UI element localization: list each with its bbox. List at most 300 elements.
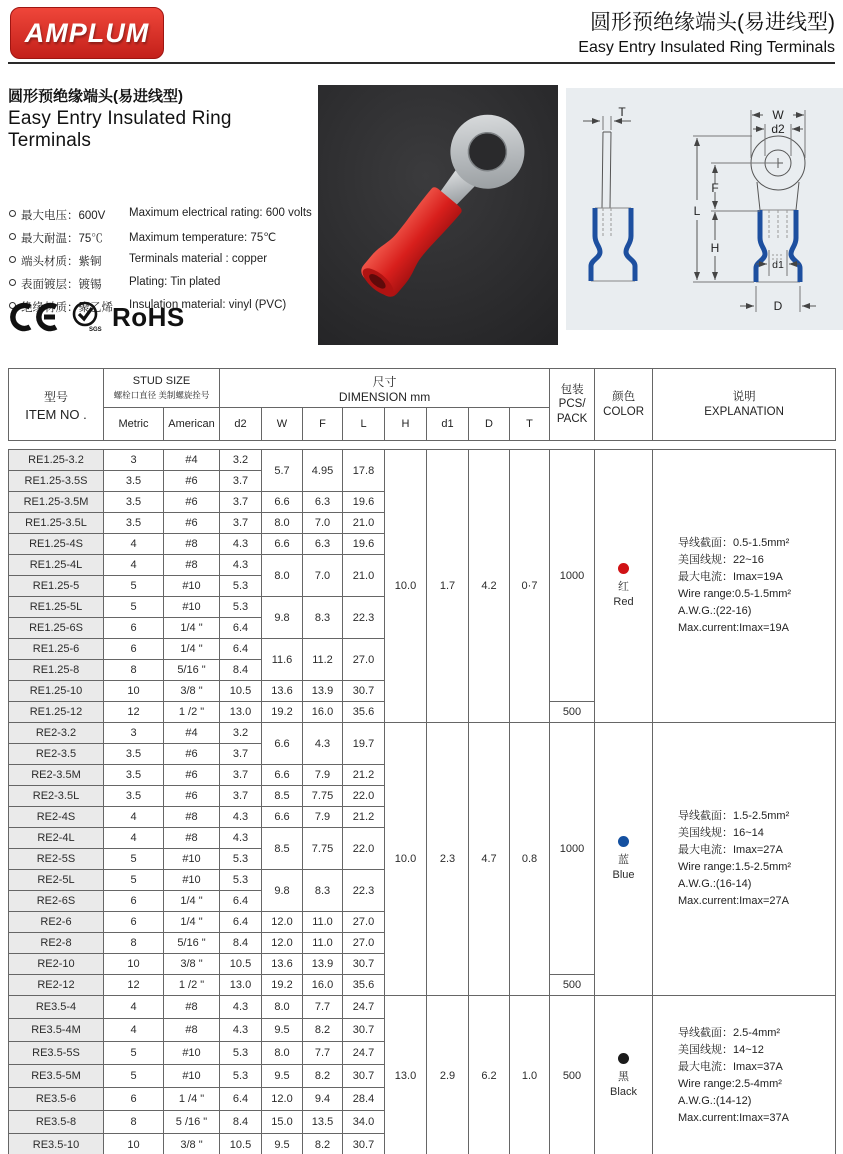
w-cell: 19.2	[262, 702, 303, 723]
american-cell: #10	[164, 576, 220, 597]
item-no-cell: RE2-3.5M	[9, 765, 104, 786]
explanation-en-label: EXPLANATION	[704, 405, 784, 418]
metric-cell: 5	[104, 1042, 164, 1065]
d2-cell: 5.3	[220, 576, 262, 597]
l-cell: 35.6	[343, 975, 385, 996]
blue-dot-icon	[618, 836, 629, 847]
color-name-en: Black	[610, 1085, 637, 1098]
col-header-item	[9, 369, 104, 441]
item-no-cell: RE3.5-4M	[9, 1019, 104, 1042]
explanation-line: 最大电流：Imax=37A	[678, 1060, 783, 1073]
metric-cell: 8	[104, 660, 164, 681]
sgs-mark-icon	[70, 300, 102, 334]
l-cell: 21.2	[343, 765, 385, 786]
metric-cell: 5	[104, 849, 164, 870]
w-cell: 8.0	[262, 555, 303, 597]
d2-cell: 5.3	[220, 849, 262, 870]
l-cell: 24.7	[343, 996, 385, 1019]
item-no-cell: RE3.5-6	[9, 1088, 104, 1111]
metric-cell: 5	[104, 1065, 164, 1088]
explanation-line: 美国线规：22~16	[678, 553, 764, 566]
explanation-line: 导线截面：1.5-2.5mm²	[678, 809, 790, 822]
american-cell: #8	[164, 534, 220, 555]
d2-cell: 6.4	[220, 912, 262, 933]
d2-cell: 10.5	[220, 954, 262, 975]
l-cell: 21.0	[343, 513, 385, 534]
american-cell: #6	[164, 513, 220, 534]
f-cell: 6.3	[303, 534, 343, 555]
d2-cell: 6.4	[220, 618, 262, 639]
item-no-cell: RE1.25-5	[9, 576, 104, 597]
col-header-d: D	[469, 408, 510, 441]
w-cell: 5.7	[262, 450, 303, 492]
f-cell: 16.0	[303, 975, 343, 996]
item-no-cell: RE3.5-5S	[9, 1042, 104, 1065]
stud-size-zh: 螺栓口直径 美制螺旋拴号	[113, 390, 210, 400]
d1-cell: 2.9	[427, 996, 469, 1154]
product-info-panel	[8, 85, 314, 345]
product-title-zh: 圆形预绝缘端头(易进线型)	[8, 88, 183, 105]
color-name-zh: 蓝	[618, 854, 629, 867]
d2-cell: 5.3	[220, 597, 262, 618]
metric-cell: 3.5	[104, 492, 164, 513]
color-name-zh: 红	[618, 581, 629, 594]
color-cell	[595, 996, 653, 1154]
col-header-metric: Metric	[104, 408, 164, 441]
d2-cell: 6.4	[220, 1088, 262, 1111]
l-cell: 22.3	[343, 870, 385, 912]
item-no-cell: RE1.25-3.5S	[9, 471, 104, 492]
logo-text: AMPLUM	[24, 17, 150, 48]
col-header-w: W	[262, 408, 303, 441]
f-cell: 4.95	[303, 450, 343, 492]
t-cell: 0·7	[510, 450, 550, 723]
d2-cell: 5.3	[220, 1042, 262, 1065]
item-no-cell: RE1.25-3.5L	[9, 513, 104, 534]
item-no-cell: RE3.5-4	[9, 996, 104, 1019]
f-cell: 7.0	[303, 555, 343, 597]
metric-cell: 3.5	[104, 513, 164, 534]
color-name-zh: 黑	[618, 1071, 629, 1084]
american-cell: 1/4 "	[164, 618, 220, 639]
w-cell: 8.0	[262, 996, 303, 1019]
dimension-en: DIMENSION mm	[338, 389, 431, 404]
metric-cell: 6	[104, 891, 164, 912]
metric-cell: 3	[104, 723, 164, 744]
explanation-line: 最大电流：Imax=19A	[678, 570, 783, 583]
d2-cell: 10.5	[220, 681, 262, 702]
spec-zh: 端头材质：紫铜	[21, 256, 102, 268]
d-cell: 4.7	[469, 723, 510, 996]
d2-cell: 3.7	[220, 513, 262, 534]
american-cell: #8	[164, 555, 220, 576]
l-cell: 30.7	[343, 954, 385, 975]
w-cell: 13.6	[262, 681, 303, 702]
metric-cell: 4	[104, 555, 164, 576]
spec-item	[8, 207, 314, 223]
w-cell: 9.5	[262, 1065, 303, 1088]
american-cell: #6	[164, 786, 220, 807]
f-cell: 7.0	[303, 513, 343, 534]
d2-cell: 3.7	[220, 492, 262, 513]
pack-cell: 500	[550, 996, 595, 1154]
d2-cell: 13.0	[220, 702, 262, 723]
item-no-cell: RE1.25-5L	[9, 597, 104, 618]
american-cell: #10	[164, 870, 220, 891]
t-cell: 0.8	[510, 723, 550, 996]
explanation-line: 导线截面：0.5-1.5mm²	[678, 536, 790, 549]
spec-table-header	[8, 368, 836, 441]
american-cell: #8	[164, 828, 220, 849]
l-cell: 21.2	[343, 807, 385, 828]
item-no-cell: RE2-10	[9, 954, 104, 975]
american-cell: 1 /2 "	[164, 975, 220, 996]
col-header-d1: d1	[427, 408, 469, 441]
d2-cell: 8.4	[220, 660, 262, 681]
american-cell: #10	[164, 1042, 220, 1065]
d2-cell: 3.7	[220, 744, 262, 765]
d1-cell: 2.3	[427, 723, 469, 996]
d1-cell: 1.7	[427, 450, 469, 723]
h-cell: 10.0	[385, 450, 427, 723]
item-no-cell: RE2-3.5	[9, 744, 104, 765]
item-no-cell: RE2-3.5L	[9, 786, 104, 807]
l-cell: 19.6	[343, 492, 385, 513]
explanation-line: A.W.G.:(14-12)	[678, 1095, 752, 1108]
spec-item	[8, 230, 314, 246]
bullet-icon	[9, 210, 16, 217]
american-cell: 1/4 "	[164, 912, 220, 933]
l-cell: 17.8	[343, 450, 385, 492]
col-header-stud-size	[104, 369, 220, 408]
color-name-en: Red	[613, 595, 634, 608]
dim-label-d2: d2	[771, 122, 785, 136]
item-no-cell: RE2-8	[9, 933, 104, 954]
metric-cell: 4	[104, 828, 164, 849]
w-cell: 6.6	[262, 807, 303, 828]
explanation-line: Max.current:Imax=37A	[678, 1112, 789, 1125]
f-cell: 11.2	[303, 639, 343, 681]
col-header-l: L	[343, 408, 385, 441]
american-cell: 5/16 "	[164, 933, 220, 954]
f-cell: 4.3	[303, 723, 343, 765]
w-cell: 9.5	[262, 1134, 303, 1154]
spec-item	[8, 276, 314, 292]
f-cell: 11.0	[303, 933, 343, 954]
w-cell: 6.6	[262, 492, 303, 513]
item-no-cell: RE1.25-6	[9, 639, 104, 660]
w-cell: 9.8	[262, 597, 303, 639]
d-cell: 4.2	[469, 450, 510, 723]
explanation-zh-label: 说明	[732, 391, 756, 404]
col-header-color	[595, 369, 653, 441]
w-cell: 8.5	[262, 828, 303, 870]
f-cell: 7.7	[303, 1042, 343, 1065]
l-cell: 35.6	[343, 702, 385, 723]
explanation-line: Max.current:Imax=19A	[678, 622, 789, 635]
d2-cell: 5.3	[220, 870, 262, 891]
explanation-line: 导线截面：2.5-4mm²	[678, 1026, 781, 1039]
red-dot-icon	[618, 563, 629, 574]
w-cell: 9.5	[262, 1019, 303, 1042]
l-cell: 22.0	[343, 786, 385, 807]
metric-cell: 3.5	[104, 744, 164, 765]
w-cell: 6.6	[262, 723, 303, 765]
l-cell: 28.4	[343, 1088, 385, 1111]
f-cell: 8.2	[303, 1065, 343, 1088]
metric-cell: 5	[104, 576, 164, 597]
amplum-logo	[10, 7, 164, 59]
certification-logos	[8, 300, 185, 334]
ce-mark-icon	[8, 301, 60, 333]
f-cell: 13.9	[303, 954, 343, 975]
explanation-line: Wire range:2.5-4mm²	[678, 1078, 782, 1090]
dim-label-L: L	[693, 204, 701, 218]
w-cell: 11.6	[262, 639, 303, 681]
col-header-d2: d2	[220, 408, 262, 441]
f-cell: 6.3	[303, 492, 343, 513]
american-cell: #6	[164, 765, 220, 786]
pack-cell: 500	[550, 702, 595, 723]
metric-cell: 4	[104, 534, 164, 555]
metric-cell: 6	[104, 1088, 164, 1111]
metric-cell: 8	[104, 1111, 164, 1134]
dim-label-D: D	[773, 299, 783, 313]
color-name-en: Blue	[612, 868, 635, 881]
w-cell: 13.6	[262, 954, 303, 975]
d-cell: 6.2	[469, 996, 510, 1154]
spec-en: Maximum electrical rating: 600 volts	[129, 207, 312, 219]
item-no-cell: RE3.5-10	[9, 1134, 104, 1154]
rohs-label: RoHS	[112, 301, 185, 332]
l-cell: 30.7	[343, 1134, 385, 1154]
col-header-explanation	[653, 369, 836, 441]
metric-cell: 5	[104, 597, 164, 618]
col-header-pack	[550, 369, 595, 441]
explanation-cell	[653, 723, 836, 996]
explanation-cell	[653, 450, 836, 723]
spec-zh: 表面镀层：镀锡	[21, 279, 102, 291]
f-cell: 7.7	[303, 996, 343, 1019]
metric-cell: 3.5	[104, 471, 164, 492]
american-cell: #10	[164, 1065, 220, 1088]
item-no-cell: RE1.25-3.5M	[9, 492, 104, 513]
d2-cell: 10.5	[220, 1134, 262, 1154]
w-cell: 8.0	[262, 513, 303, 534]
d2-cell: 3.7	[220, 765, 262, 786]
d2-cell: 4.3	[220, 555, 262, 576]
l-cell: 30.7	[343, 681, 385, 702]
american-cell: #10	[164, 597, 220, 618]
american-cell: #8	[164, 807, 220, 828]
metric-cell: 5	[104, 870, 164, 891]
table-row	[9, 450, 836, 471]
item-no-cell: RE1.25-4S	[9, 534, 104, 555]
dimension-diagram	[566, 88, 843, 330]
explanation-line: A.W.G.:(16-14)	[678, 878, 752, 891]
item-no-cell: RE2-4L	[9, 828, 104, 849]
f-cell: 8.2	[303, 1019, 343, 1042]
stud-size-label: STUD SIZE	[132, 375, 191, 387]
f-cell: 8.3	[303, 597, 343, 639]
header-divider	[8, 62, 835, 64]
w-cell: 12.0	[262, 1088, 303, 1111]
metric-cell: 4	[104, 996, 164, 1019]
metric-cell: 4	[104, 1019, 164, 1042]
pack-en2: PACK	[556, 412, 588, 425]
page-title-zh: 圆形预绝缘端头(易进线型)	[590, 11, 835, 34]
d2-cell: 3.7	[220, 471, 262, 492]
explanation-line: 美国线规：14~12	[678, 1043, 764, 1056]
f-cell: 13.9	[303, 681, 343, 702]
item-no-cell: RE2-5L	[9, 870, 104, 891]
f-cell: 13.5	[303, 1111, 343, 1134]
metric-cell: 3.5	[104, 786, 164, 807]
pack-cell: 1000	[550, 450, 595, 702]
pack-en1: PCS/	[558, 398, 586, 411]
spec-zh: 最大耐温：75℃	[21, 233, 103, 245]
item-no-cell: RE2-6S	[9, 891, 104, 912]
d2-cell: 3.2	[220, 450, 262, 471]
d2-cell: 8.4	[220, 1111, 262, 1134]
dim-label-d1: d1	[772, 259, 784, 271]
d2-cell: 5.3	[220, 1065, 262, 1088]
f-cell: 7.9	[303, 765, 343, 786]
american-cell: 5 /16 "	[164, 1111, 220, 1134]
pack-zh: 包装	[560, 383, 584, 396]
h-cell: 10.0	[385, 723, 427, 996]
d2-cell: 4.3	[220, 534, 262, 555]
f-cell: 8.2	[303, 1134, 343, 1154]
metric-cell: 10	[104, 681, 164, 702]
american-cell: #6	[164, 744, 220, 765]
item-no-cell: RE1.25-6S	[9, 618, 104, 639]
explanation-line: A.W.G.:(22-16)	[678, 605, 752, 618]
spec-en: Maximum temperature: 75℃	[129, 232, 277, 244]
product-photo	[318, 85, 558, 345]
f-cell: 11.0	[303, 912, 343, 933]
item-no-cell: RE1.25-12	[9, 702, 104, 723]
dim-label-W: W	[772, 108, 784, 122]
d2-cell: 3.2	[220, 723, 262, 744]
color-zh-label: 颜色	[612, 391, 636, 404]
l-cell: 19.7	[343, 723, 385, 765]
metric-cell: 12	[104, 975, 164, 996]
pack-cell: 500	[550, 975, 595, 996]
dim-label-F: F	[711, 181, 719, 195]
d2-cell: 4.3	[220, 996, 262, 1019]
metric-cell: 3	[104, 450, 164, 471]
spec-zh: 最大电压：600V	[21, 210, 106, 222]
svg-text:SGS: SGS	[89, 327, 102, 333]
metric-cell: 10	[104, 954, 164, 975]
color-en-label: COLOR	[603, 405, 645, 418]
d2-cell: 6.4	[220, 891, 262, 912]
metric-cell: 10	[104, 1134, 164, 1154]
table-row	[9, 723, 836, 744]
d2-cell: 4.3	[220, 1019, 262, 1042]
item-no-cell: RE1.25-8	[9, 660, 104, 681]
american-cell: 5/16 "	[164, 660, 220, 681]
item-header-en: ITEM NO .	[25, 406, 87, 422]
w-cell: 12.0	[262, 933, 303, 954]
d2-cell: 4.3	[220, 828, 262, 849]
col-header-t: T	[510, 408, 550, 441]
explanation-line: 最大电流：Imax=27A	[678, 843, 783, 856]
w-cell: 8.0	[262, 1042, 303, 1065]
american-cell: 1/4 "	[164, 639, 220, 660]
color-cell	[595, 723, 653, 996]
dim-label-H: H	[710, 241, 720, 255]
spec-item	[8, 253, 314, 269]
bullet-icon	[9, 233, 16, 240]
spec-table-body	[8, 449, 836, 1154]
metric-cell: 3.5	[104, 765, 164, 786]
l-cell: 21.0	[343, 555, 385, 597]
american-cell: #10	[164, 849, 220, 870]
american-cell: 1/4 "	[164, 891, 220, 912]
item-no-cell: RE2-4S	[9, 807, 104, 828]
d2-cell: 8.4	[220, 933, 262, 954]
metric-cell: 8	[104, 933, 164, 954]
color-cell	[595, 450, 653, 723]
american-cell: #4	[164, 450, 220, 471]
w-cell: 6.6	[262, 534, 303, 555]
american-cell: #8	[164, 1019, 220, 1042]
item-no-cell: RE1.25-10	[9, 681, 104, 702]
d2-cell: 3.7	[220, 786, 262, 807]
l-cell: 27.0	[343, 912, 385, 933]
item-no-cell: RE2-5S	[9, 849, 104, 870]
metric-cell: 6	[104, 912, 164, 933]
f-cell: 9.4	[303, 1088, 343, 1111]
explanation-line: Wire range:0.5-1.5mm²	[678, 588, 792, 600]
item-no-cell: RE3.5-5M	[9, 1065, 104, 1088]
l-cell: 22.0	[343, 828, 385, 870]
col-header-h: H	[385, 408, 427, 441]
american-cell: #4	[164, 723, 220, 744]
explanation-line: Wire range:1.5-2.5mm²	[678, 861, 792, 873]
metric-cell: 6	[104, 639, 164, 660]
american-cell: #6	[164, 471, 220, 492]
f-cell: 8.3	[303, 870, 343, 912]
col-header-american: American	[164, 408, 220, 441]
metric-cell: 12	[104, 702, 164, 723]
spec-en: Plating: Tin plated	[129, 276, 221, 288]
american-cell: 3/8 "	[164, 954, 220, 975]
l-cell: 27.0	[343, 639, 385, 681]
item-no-cell: RE2-12	[9, 975, 104, 996]
item-no-cell: RE1.25-3.2	[9, 450, 104, 471]
american-cell: #8	[164, 996, 220, 1019]
bullet-icon	[9, 256, 16, 263]
explanation-line: Max.current:Imax=27A	[678, 895, 789, 908]
w-cell: 9.8	[262, 870, 303, 912]
w-cell: 15.0	[262, 1111, 303, 1134]
f-cell: 7.75	[303, 828, 343, 870]
item-no-cell: RE2-6	[9, 912, 104, 933]
explanation-line: 美国线规：16~14	[678, 826, 764, 839]
l-cell: 27.0	[343, 933, 385, 954]
d2-cell: 6.4	[220, 639, 262, 660]
spec-zh: 绝缘材质：聚乙烯	[21, 302, 113, 314]
black-dot-icon	[618, 1053, 629, 1064]
bullet-icon	[9, 279, 16, 286]
metric-cell: 6	[104, 618, 164, 639]
american-cell: 1 /2 "	[164, 702, 220, 723]
page-title	[578, 6, 835, 57]
l-cell: 30.7	[343, 1019, 385, 1042]
